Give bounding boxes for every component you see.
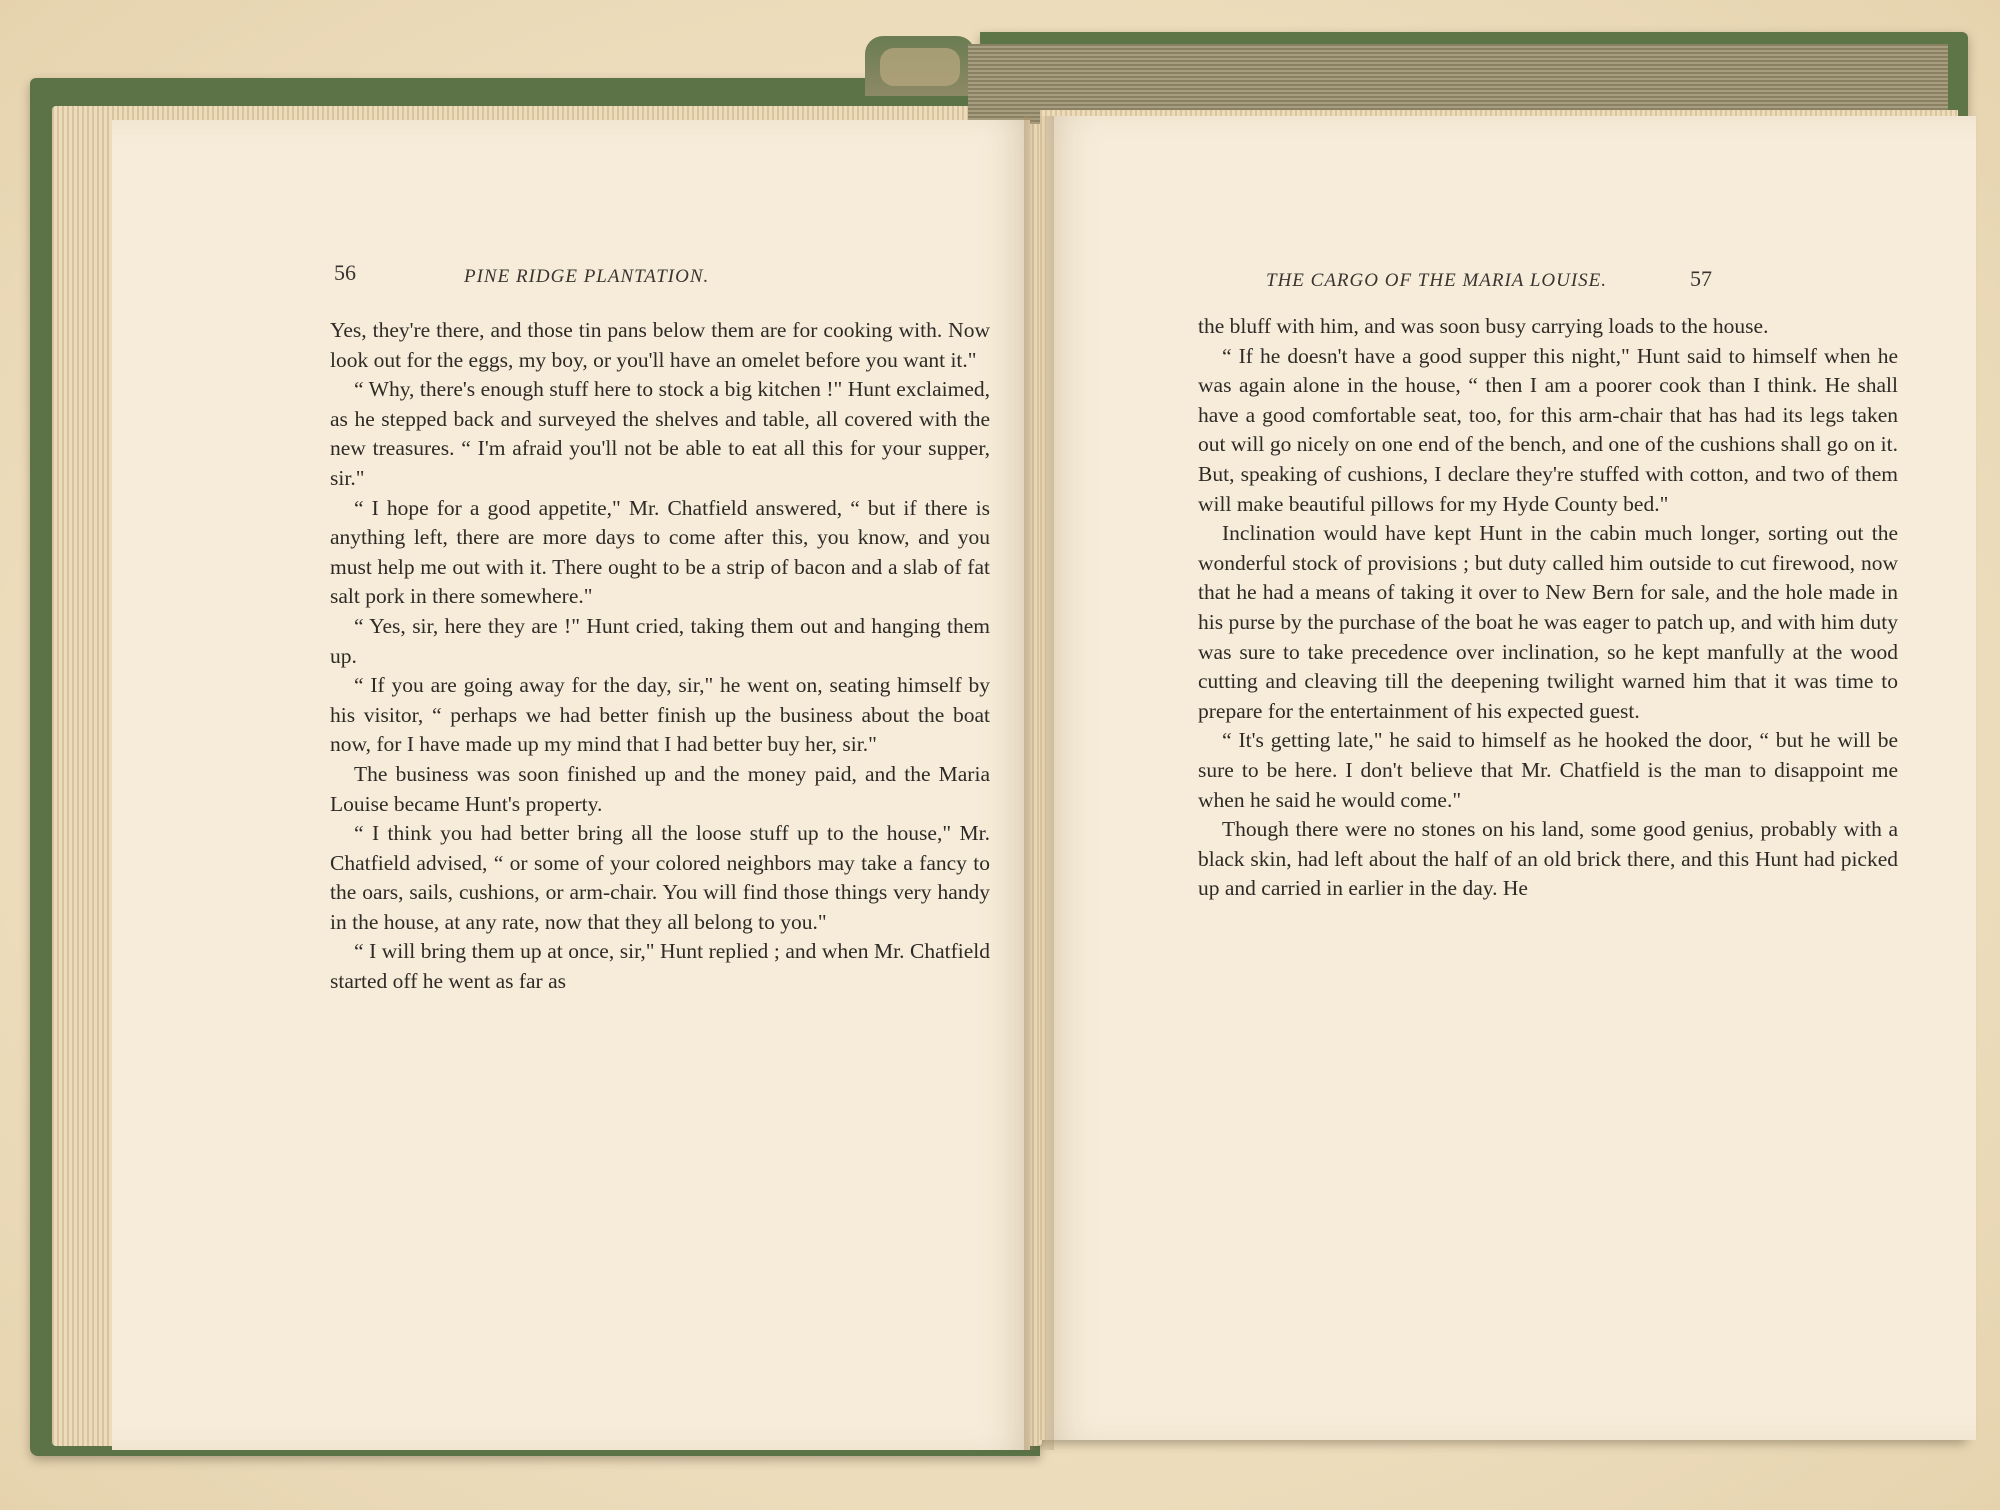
right-page-text [1198,312,1898,904]
paragraph: “ If you are going away for the day, sir," he went on, seating himself by his visitor, “ perhaps we had better finish up the business about the boat now, for I have made up my mind that I had better buy her, sir." [330,673,990,757]
paragraph: the bluff with him, and was soon busy carrying loads to the house. [1198,314,1769,338]
book-gutter [1024,116,1054,1450]
paragraph: Inclination would have kept Hunt in the cabin much longer, sorting out the wonderful stock of provisions ; but duty called him outside to cut firewood, now that he had a means of taking it over to New Bern for sale, and the hole made in his purse by the purchase of the boat he was eager to patch up, and with him duty was sure to take precedence over inclination, so he kept manfully at the wood cutting and cleaving till the deepening twilight warned him that it was time to prepare for the entertainment of his expected guest. [1198,521,1898,723]
right-page [1046,116,1976,1440]
page-number: 57 [1690,266,1712,291]
paragraph: The business was soon finished up and the money paid, and the Maria Louise became Hunt's property. [330,761,990,816]
paragraph: “ I think you had better bring all the loose stuff up to the house," Mr. Chatfield advised, “ or some of your colored neighbors may take a fancy to the oars, sails, cushions, or arm-chair. You will find those things very handy in the house, at any rate, now that they all belong to you." [330,821,990,934]
page-number: 56 [334,260,356,285]
left-page [112,120,1030,1450]
running-head: PINE RIDGE PLANTATION. [464,266,710,287]
paragraph: Yes, they're there, and those tin pans below them are for cooking with. Now look out for the eggs, my boy, or you'll have an omelet before you want it." [330,318,990,372]
paragraph: “ If he doesn't have a good supper this night," Hunt said to himself when he was again alone in the house, “ then I am a poorer cook than I think. He shall have a good comfortable seat, too, for this arm-chair that has had its legs taken out will go nicely on one end of the bench, and one of the cushions shall go on it. But, speaking of cushions, I declare they're stuffed with cotton, and two of them will make beautiful pillows for my Hyde County bed." [1198,343,1898,516]
running-head: THE CARGO OF THE MARIA LOUISE. [1266,270,1608,291]
left-page-text [330,316,990,997]
paragraph: Though there were no stones on his land, some good genius, probably with a black skin, had left about the half of an old brick there, and this Hunt had picked up and carried in earlier in the day. He [1198,817,1898,901]
paragraph: “ I hope for a good appetite," Mr. Chatfield answered, “ but if there is anything left, there are more days to come after this, you know, and you must help me out with it. There ought to be a strip of bacon and a slab of fat salt pork in there somewhere." [330,495,990,609]
paragraph: “ Yes, sir, here they are !" Hunt cried, taking them out and hanging them up. [330,613,990,668]
paragraph: “ Why, there's enough stuff here to stock a big kitchen !" Hunt exclaimed, as he stepped back and surveyed the shelves and table, all covered with the new treasures. “ I'm afraid you'll not be able to eat all this for your supper, sir." [330,377,990,490]
paragraph: “ It's getting late," he said to himself as he hooked the door, “ but he will be sure to be here. I don't believe that Mr. Chatfield is the man to disappoint me when he said he would come." [1198,728,1898,812]
paragraph: “ I will bring them up at once, sir," Hunt replied ; and when Mr. Chatfield started off he went as far as [330,939,990,994]
spine-wear [880,48,960,86]
